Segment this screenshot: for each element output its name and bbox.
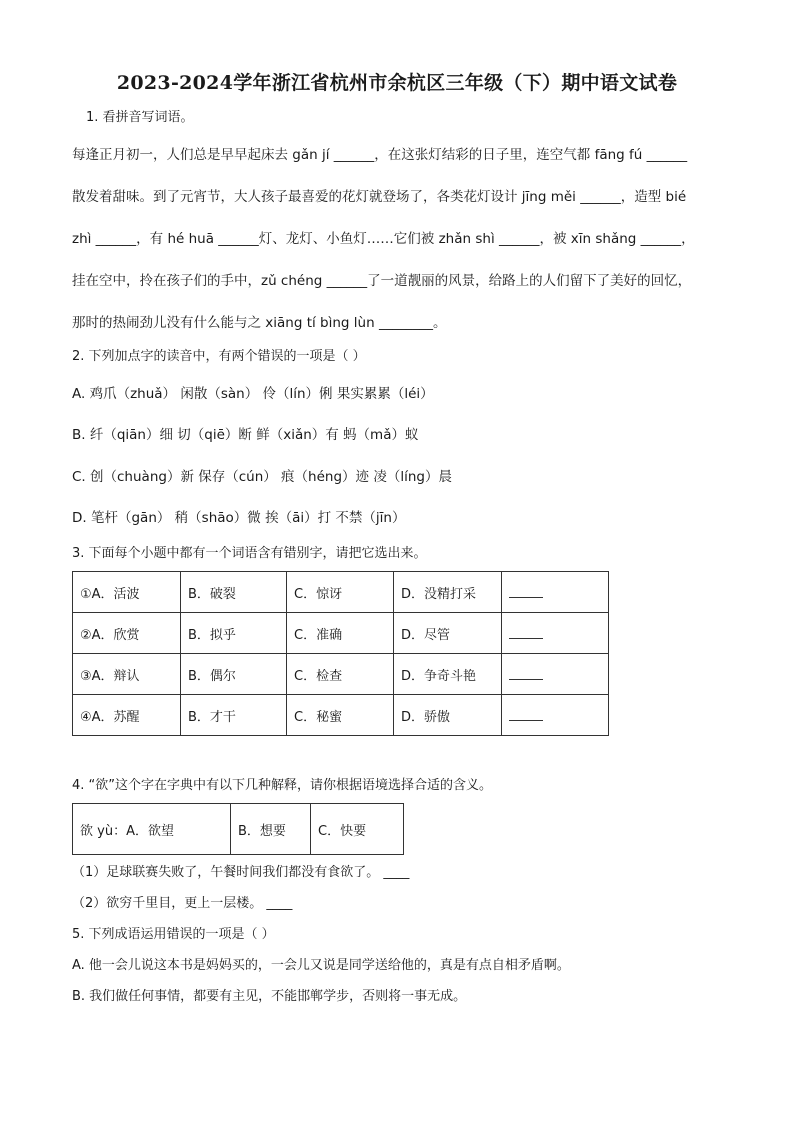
answer-cell[interactable] [502, 613, 609, 654]
table-cell: C．惊讶 [287, 572, 394, 613]
table-cell: ③A．辩认 [73, 654, 181, 695]
table-cell: D．尽管 [394, 613, 502, 654]
q3-table [72, 571, 609, 736]
table-row [73, 804, 404, 855]
answer-blank[interactable] [509, 706, 543, 721]
answer-blank[interactable] [509, 583, 543, 598]
table-cell: D．骄傲 [394, 695, 502, 736]
table-cell: D．没精打采 [394, 572, 502, 613]
q4-item-1: （1）足球联赛失败了，午餐时间我们都没有食欲了。 ____ [72, 865, 410, 880]
table-cell: B．破裂 [181, 572, 287, 613]
table-cell: C．准确 [287, 613, 394, 654]
q3-heading: 3. 下面每个小题中都有一个词语含有错别字，请把它选出来。 [72, 546, 427, 561]
q2-option-c: C. 创（chuàng）新 保存（cún） 痕（héng）迹 凌（líng）晨 [72, 469, 452, 485]
table-cell: C．秘蜜 [287, 695, 394, 736]
table-row [73, 695, 609, 736]
answer-cell[interactable] [502, 654, 609, 695]
q2-heading: 2. 下列加点字的读音中，有两个错误的一项是（ ） [72, 349, 366, 364]
table-cell: ②A．欣赏 [73, 613, 181, 654]
q5-option-b: B. 我们做任何事情，都要有主见，不能邯郸学步，否则将一事无成。 [72, 989, 467, 1004]
q1-line-5: 那时的热闹劲儿没有什么能与之 xiāng tí bìng lùn ________。 [72, 315, 447, 331]
table-cell: B．偶尔 [181, 654, 287, 695]
table-row [73, 572, 609, 613]
q4-heading: 4. “欲”这个字在字典中有以下几种解释，请你根据语境选择合适的含义。 [72, 778, 493, 793]
table-row [73, 613, 609, 654]
q4-definition-table [72, 803, 404, 855]
table-cell: B．拟乎 [181, 613, 287, 654]
q5-heading: 5. 下列成语运用错误的一项是（ ） [72, 927, 275, 942]
q1-heading: 1. 看拼音写词语。 [86, 110, 194, 125]
q1-line-2: 散发着甜味。到了元宵节，大人孩子最喜爱的花灯就登场了，各类花灯设计 jīng měi ______，造型 bié [72, 189, 687, 205]
q1-line-1: 每逢正月初一，人们总是早早起床去 gǎn jí ______，在这张灯结彩的日子里，连空气都 fāng fú ______ [72, 147, 688, 163]
q1-line-3: zhì ______，有 hé huā ______灯、龙灯、小鱼灯……它们被 zhǎn shì ______，被 xīn shǎng ______， [72, 231, 695, 247]
definition-cell: B．想要 [231, 804, 311, 855]
table-row [73, 654, 609, 695]
q5-option-a: A. 他一会儿说这本书是妈妈买的，一会儿又说是同学送给他的，真是有点自相矛盾啊。 [72, 958, 570, 973]
answer-cell[interactable] [502, 572, 609, 613]
q1-line-4: 挂在空中，拎在孩子们的手中，zǔ chéng ______了一道靓丽的风景，给路上的人们留下了美好的回忆， [72, 273, 692, 289]
q2-option-b: B. 纤（qiān）细 切（qiē）断 鲜（xiǎn）有 蚂（mǎ）蚁 [72, 427, 419, 443]
answer-cell[interactable] [502, 695, 609, 736]
table-cell: ①A．活波 [73, 572, 181, 613]
q4-item-2: （2）欲穷千里目，更上一层楼。 ____ [72, 896, 293, 911]
table-cell: D．争奇斗艳 [394, 654, 502, 695]
q2-option-d: D. 笔杆（gān） 稍（shāo）微 挨（āi）打 不禁（jīn） [72, 510, 406, 526]
table-cell: C．检查 [287, 654, 394, 695]
answer-blank[interactable] [509, 665, 543, 680]
table-cell: B．才干 [181, 695, 287, 736]
definition-cell: C．快要 [311, 804, 404, 855]
answer-blank[interactable] [509, 624, 543, 639]
table-cell: ④A．苏醒 [73, 695, 181, 736]
page-title: 2023-2024学年浙江省杭州市余杭区三年级（下）期中语文试卷 [116, 72, 678, 94]
q2-option-a: A. 鸡爪（zhuǎ） 闲散（sàn） 伶（lín）俐 果实累累（léi） [72, 386, 434, 402]
definition-cell: 欲 yù：A．欲望 [73, 804, 231, 855]
